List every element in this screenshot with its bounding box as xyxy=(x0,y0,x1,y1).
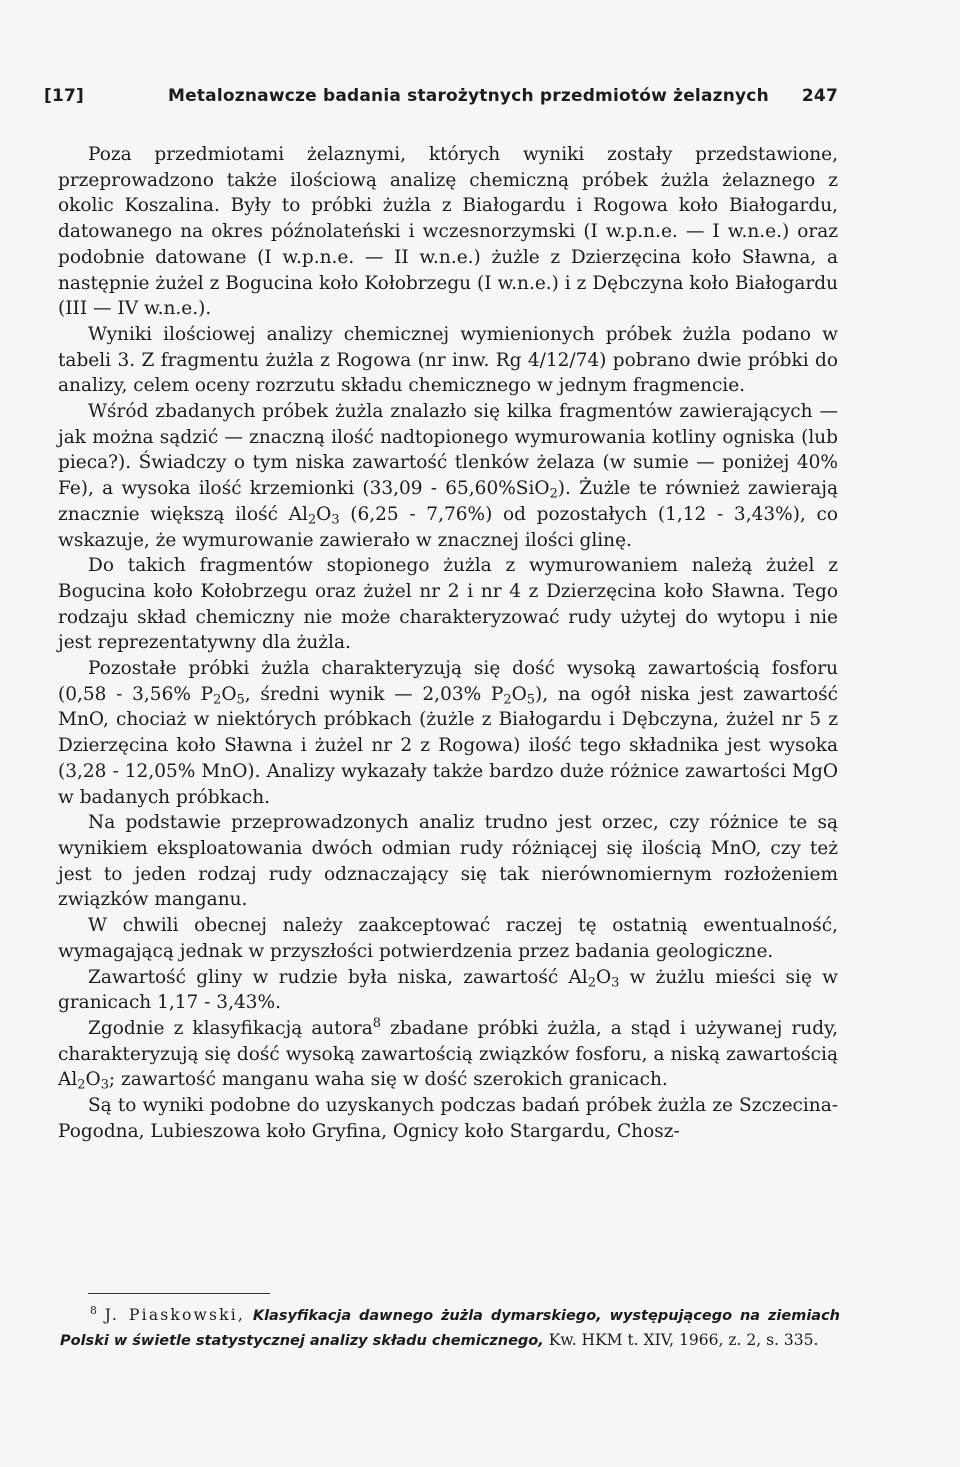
subscript: 3 xyxy=(331,512,340,528)
footnote-mark: 8 xyxy=(90,1303,97,1317)
paragraph-9-text-a: Zgodnie z klasyfikacją autora xyxy=(88,1017,373,1039)
paragraph-3-text-a: Wśród zbadanych próbek żużla znalazło się kilka fragmentów zawierających — jak można sądzić — znaczną ilość nadtopionego wymurowania kotliny ogniska (lub pieca?). Świadczy o tym niska zawartość tlenków żelaza (w sumie — poniżej 40% Fe), a wysoka ilość krzemionki (33,09 - 65,60%SiO xyxy=(58,401,838,500)
subscript: 3 xyxy=(611,975,620,991)
subscript: 5 xyxy=(236,692,245,708)
subscript: 2 xyxy=(503,692,512,708)
subscript: 2 xyxy=(549,486,558,502)
paragraph-2: Wyniki ilościowej analizy chemicznej wymienionych próbek żużla podano w tabeli 3. Z fragmentu żużla z Rogowa (nr inw. Rg 4/12/74) pobrano dwie próbki do analizy, celem oceny rozrzutu składu chemicznego w jednym fragmencie. xyxy=(58,323,838,397)
footnote-citation: Kw. HKM t. XIV, 1966, z. 2, s. 335. xyxy=(543,1331,819,1349)
paragraph-9: Zgodnie z klasyfikacją autora$^8$ zbadane próbki żużla, a stąd i używanej rudy, charakteryzują się dość wysoką zawartością związków fosforu, a niską zawartością $Al_2O_3$; zawartość manganu waha się w dość szerokich granicach. xyxy=(58,1015,839,1093)
footnote-8 xyxy=(60,1303,840,1353)
paragraph-8: Zawartość gliny w rudzie była niska, zawartość $Al_2O_3$ w żużlu mieści się w granicach 1,17 - 3,43%. xyxy=(58,966,838,1014)
paragraph-10: Są to wyniki podobne do uzyskanych podczas badań próbek żużla ze Szczecina-Pogodna, Lubieszowa koło Gryfina, Ognicy koło Stargardu, Chosz- xyxy=(58,1095,838,1142)
paragraph-8-text-b: w żużlu mieści się w granicach 1,17 - 3,43%. xyxy=(58,966,838,1014)
paragraph-1: Poza przedmiotami żelaznymi, których wyniki zostały przedstawione, przeprowadzono także ilościową analizę chemiczną próbek żużla żelaznego z okolic Koszalina. Były to próbki żużla z Białogardu i Rogowa koło Białogardu, datowanego na okres późnolateński i wczesnorzymski (I w.p.n.e. — I w.n.e.) oraz podobnie datowane (I w.p.n.e. — II w.n.e.) żużle z Dzierzęcina koło Sławna, a następnie żużel z Bogucina koło Kołobrzegu (I w.n.e.) i z Dębczyna koło Białogardu (III — IV w.n.e.). xyxy=(58,144,838,320)
subscript: 3 xyxy=(100,1077,109,1093)
paragraph-5: Pozostałe próbki żużla charakteryzują się dość wysoką zawartością fosforu (0,58 - 3,56% $P_2O_5$, średni wynik — 2,03% $P_2O_5$), na ogół niska jest zawartość MnO, chociaż w niektórych próbkach (żużle z Białogardu i Dębczyna, żużel nr 5 z Dzierzęcina koło Sławna i żużel nr 2 z Rogowa) ilość tego składnika jest wysoka (3,28 - 12,05% MnO). Analizy wykazały także bardzo duże różnice zawartości MgO w badanych próbkach. xyxy=(58,658,839,808)
paragraph-4: Do takich fragmentów stopionego żużla z wymurowaniem należą żużel z Bogucina koło Kołobrzegu oraz żużel nr 2 i nr 4 z Dzierzęcina koło Sławna. Tego rodzaju skład chemiczny nie może charakteryzować rudy użytej do wytopu i nie jest reprezentatywny dla żużla. xyxy=(58,555,838,654)
subscript: 2 xyxy=(213,692,222,708)
subscript: 2 xyxy=(77,1077,86,1093)
paragraph-5-text-a: Pozostałe próbki żużla charakteryzują się dość wysoką zawartością fosforu (0,58 - 3,56% P xyxy=(58,658,838,705)
paragraph-3-text-c: (6,25 - 7,76%) od pozostałych (1,12 - 3,43%), co wskazuje, że wymurowanie zawierało w znacznej ilości glinę. xyxy=(58,503,838,551)
subscript: 2 xyxy=(587,975,596,991)
paragraph-6: Na podstawie przeprowadzonych analiz trudno jest orzec, czy różnice te są wynikiem eksploatowania dwóch odmian rudy różniącej się ilością MnO, czy też jest to jeden rodzaj rudy odznaczający się tak nierównomiernym rozłożeniem związków manganu. xyxy=(58,812,838,911)
section-number: [17] xyxy=(44,86,84,106)
page-number: 247 xyxy=(801,86,838,106)
paragraph-8-text-a: Zawartość gliny w rudzie była niska, zawartość Al xyxy=(88,966,588,988)
paragraph-5-text-b: , średni wynik — 2,03% P xyxy=(244,683,504,705)
footnote-author: J. Piaskowski, xyxy=(104,1306,246,1324)
article-body xyxy=(58,142,838,1144)
footnote xyxy=(60,1303,840,1353)
footnote-title: Klasyfikacja dawnego żużla dymarskiego, występującego na ziemiach Polski w świetle statystycznej analizy składu chemicznego, xyxy=(60,1308,840,1349)
running-header xyxy=(44,86,838,106)
paragraph-3: Wśród zbadanych próbek żużla znalazło się kilka fragmentów zawierających — jak można sądzić — znaczną ilość nadtopionego wymurowania kotliny ogniska (lub pieca?). Świadczy o tym niska zawartość tlenków żelaza (w sumie — poniżej 40% Fe), a wysoka ilość krzemionki (33,09 - 65,60%SiO$_2$). Żużle te również zawierają znacznie większą ilość $Al_2O_3$ (6,25 - 7,76%) od pozostałych (1,12 - 3,43%), co wskazuje, że wymurowanie zawierało w znacznej ilości glinę. xyxy=(58,401,839,551)
paragraph-5-text-c: ), na ogół niska jest zawartość MnO, chociaż w niektórych próbkach (żużle z Białogardu i Dębczyna, żużel nr 5 z Dzierzęcina koło Sławna i żużel nr 2 z Rogowa) ilość tego składnika jest wysoka (3,28 - 12,05% MnO). Analizy wykazały także bardzo duże różnice zawartości MgO w badanych próbkach. xyxy=(58,683,839,808)
subscript: 2 xyxy=(307,512,317,528)
running-title: Metaloznawcze badania starożytnych przedmiotów żelaznych xyxy=(168,86,769,106)
paragraph-7: W chwili obecnej należy zaakceptować raczej tę ostatnią ewentualność, wymagającą jednak w przyszłości potwierdzenia przez badania geologiczne. xyxy=(58,915,838,962)
paragraph-9-text-b: zbadane próbki żużla, a stąd i używanej rudy, charakteryzują się dość wysoką zawartością związków fosforu, a niską zawartością Al xyxy=(58,1017,839,1091)
subscript: 5 xyxy=(526,692,536,708)
paragraph-3-text-b: ). Żużle te również zawierają znacznie większą ilość Al xyxy=(58,478,839,525)
footnote-divider xyxy=(88,1293,270,1294)
paragraph-9-text-c: ; zawartość manganu waha się w dość szerokich granicach. xyxy=(108,1069,668,1091)
footnote-reference[interactable]: 8 xyxy=(372,1015,381,1031)
